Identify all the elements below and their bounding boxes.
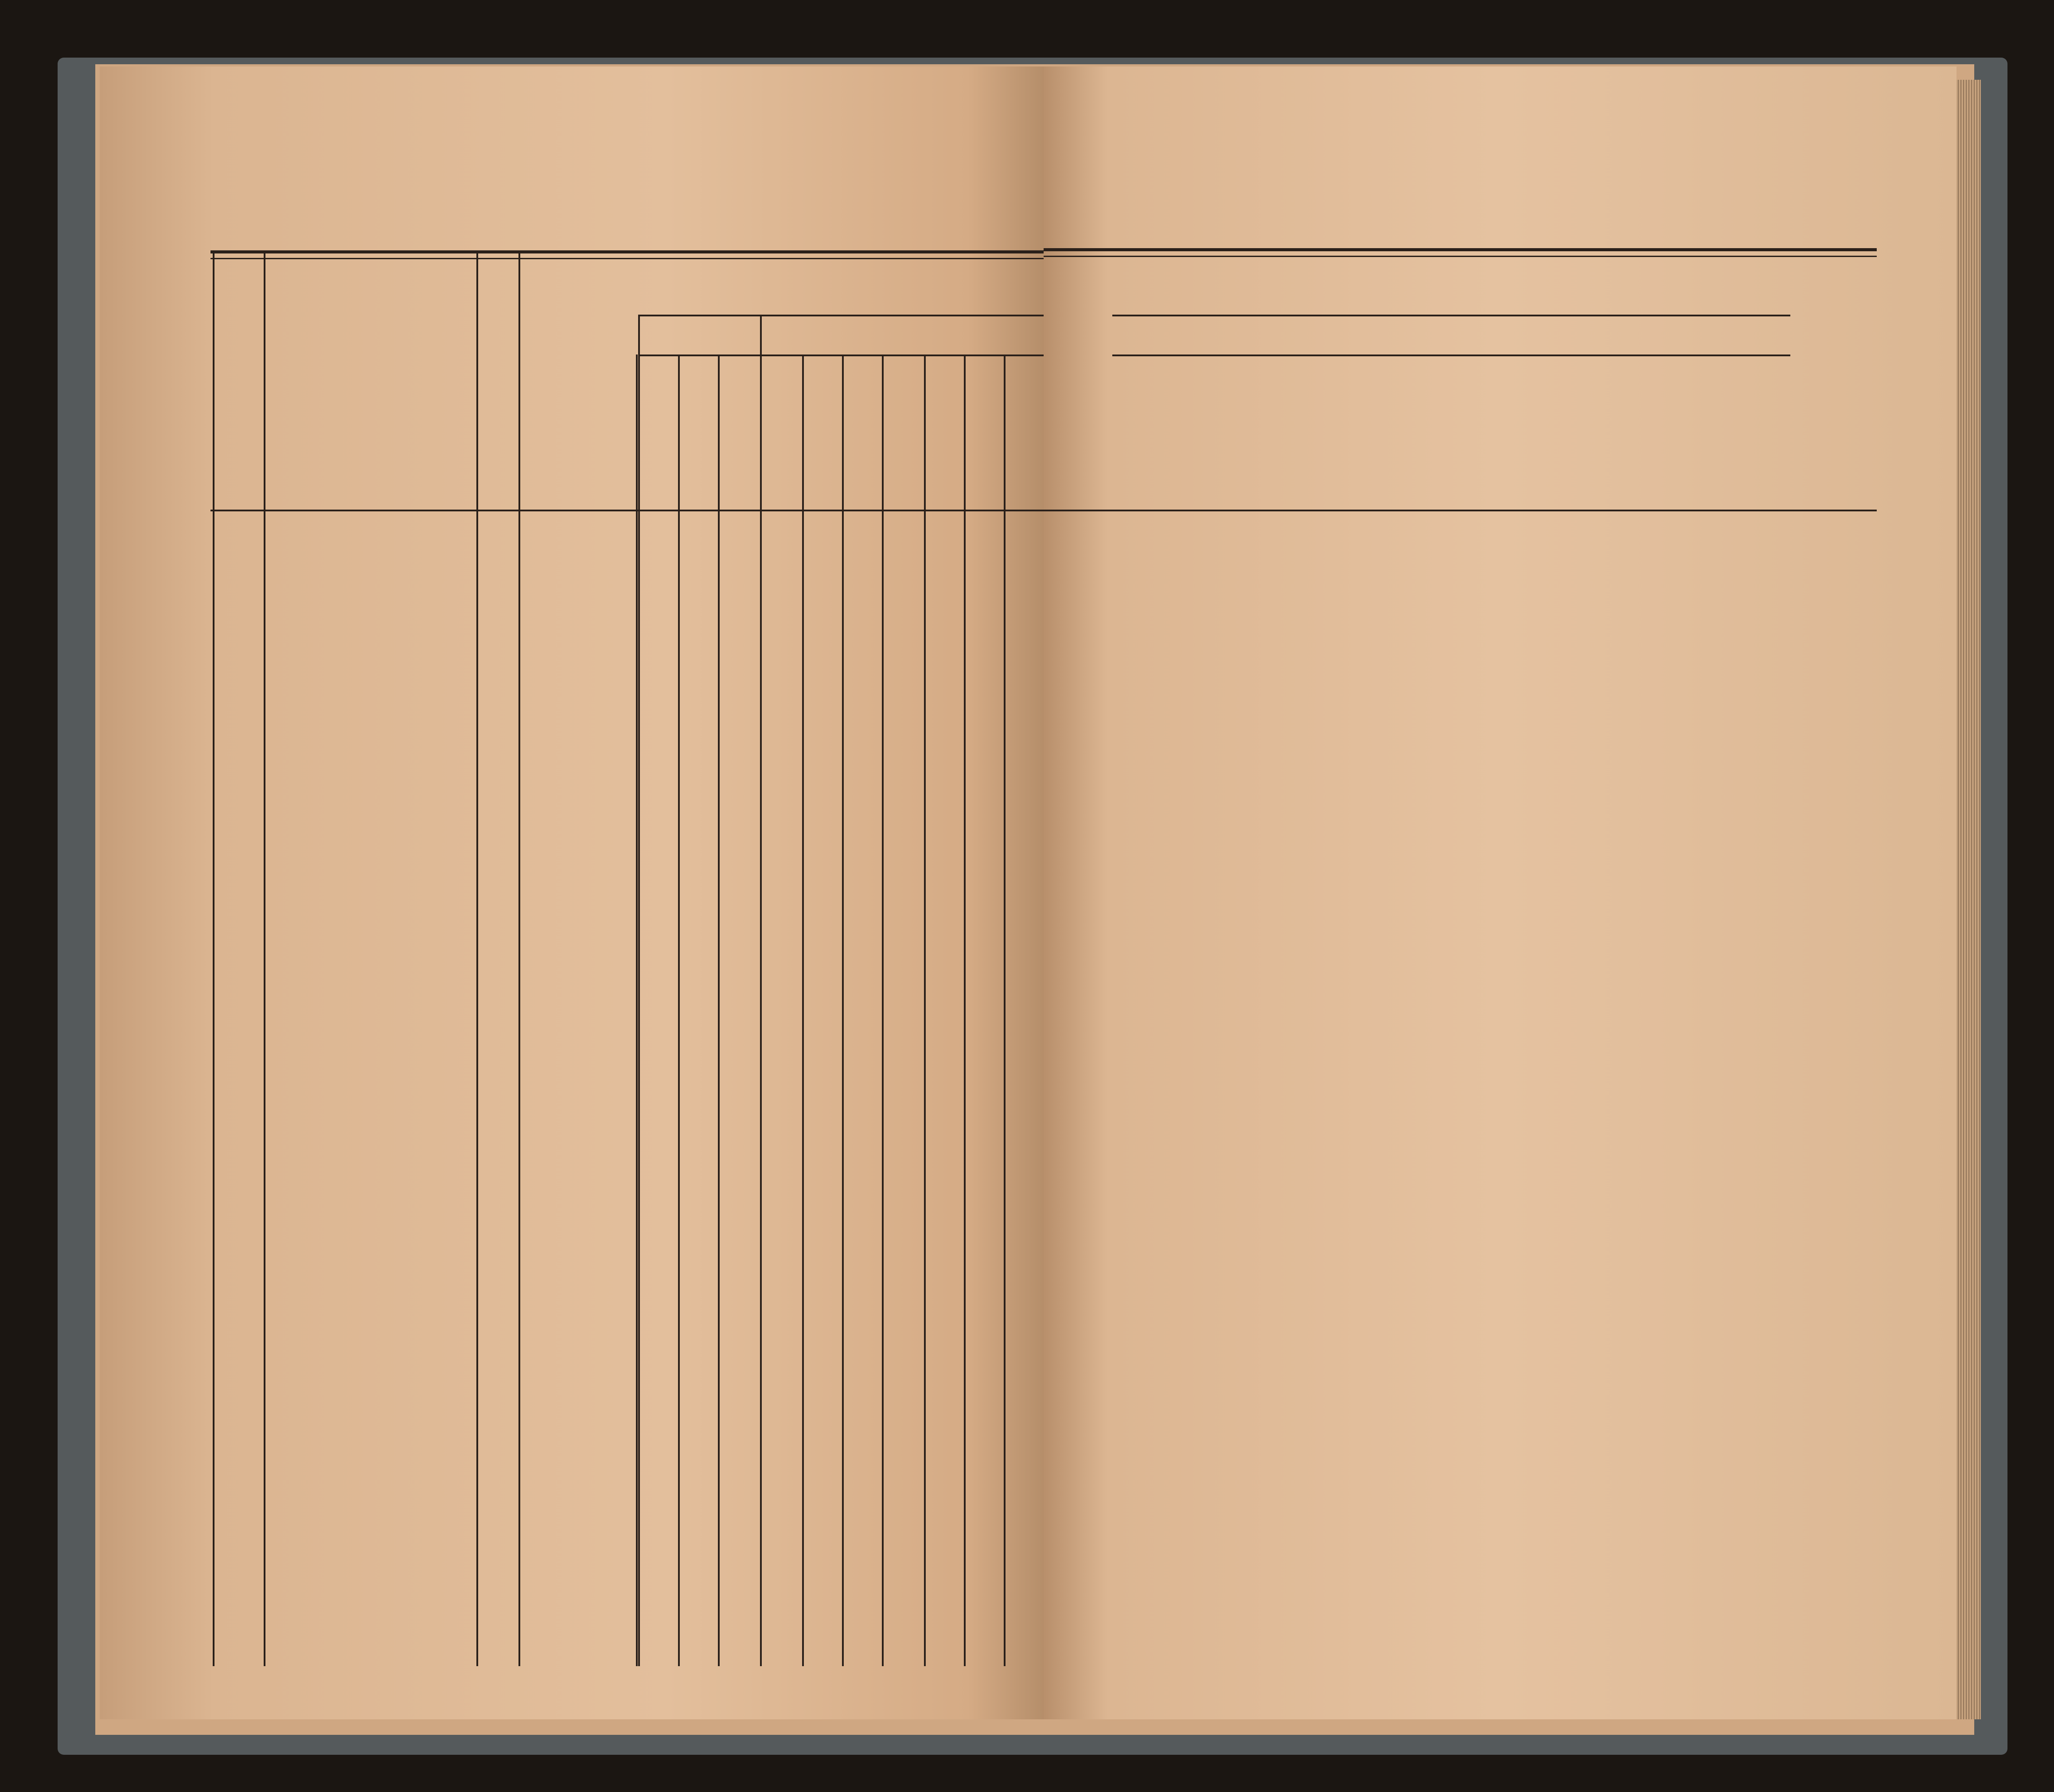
column-divider [636, 355, 638, 1666]
header-bottom-rule [210, 510, 1044, 511]
column-divider [760, 315, 762, 355]
top-rule [210, 250, 1044, 253]
column-divider [924, 355, 926, 1666]
column-divider [882, 355, 884, 1666]
group-underline [638, 355, 1044, 356]
column-divider [842, 355, 844, 1666]
top-rule [1044, 248, 1877, 251]
header-bottom-rule [1044, 510, 1877, 511]
column-divider [476, 253, 478, 1666]
column-divider [802, 355, 804, 1666]
title-underline [1112, 315, 1790, 316]
top-rule-thin [1044, 256, 1877, 257]
title-underline [638, 315, 1044, 316]
right-page [1044, 66, 1957, 1719]
column-divider [264, 253, 265, 1666]
column-divider [964, 355, 966, 1666]
column-divider [678, 355, 680, 1666]
column-divider [760, 355, 762, 1666]
column-divider [638, 315, 640, 1666]
column-divider [213, 253, 214, 1666]
column-divider [1004, 355, 1006, 1666]
left-page [100, 66, 1044, 1719]
group-underline [1112, 355, 1790, 356]
column-divider [518, 253, 520, 1666]
top-rule-thin [210, 258, 1044, 259]
column-divider [718, 355, 720, 1666]
